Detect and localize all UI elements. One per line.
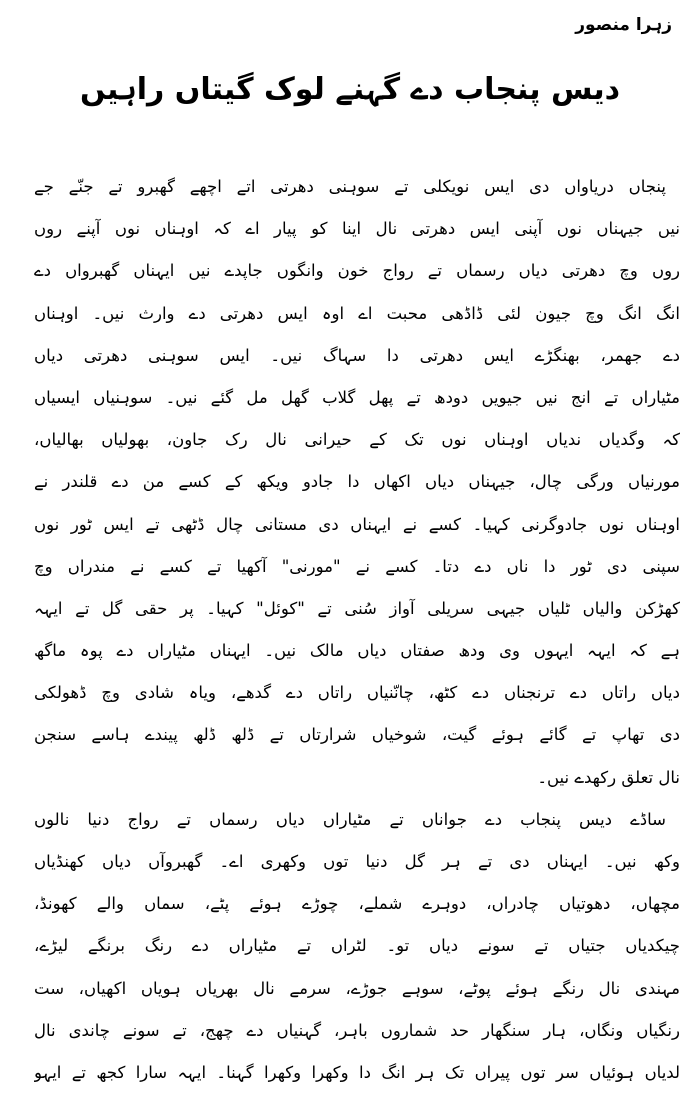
text-line: مٹیاراں تے انج نیں جیویں دودھ تے پھل گلاب گھل مل گئے نیں۔ سوہنیاں ایسیاں <box>34 387 680 407</box>
text-line: ساڈے دیس پنجاب دے جواناں تے مٹیاراں دیاں رسماں تے رواج دنیا نالوں <box>34 809 666 829</box>
paragraph-2 <box>34 799 680 1094</box>
text-line: کہ وگدیاں ندیاں اوہناں نوں تک کے حیرانی نال رک جاون، بھولیاں بھالیاں، <box>34 430 680 450</box>
text-line: مچھاں، دھوتیاں چادراں، دوہرے شملے، چوڑے ہوئے پٹے، سماں والے کھونڈ، <box>34 894 680 914</box>
text-line: انگ انگ وچ جیون لئی ڈاڈھی محبت اے اوہ ایس دھرتی دے وارث نیں۔ اوہناں <box>34 303 680 323</box>
paragraph-1 <box>34 166 680 799</box>
text-line: چیکدیاں جتیاں تے سونے دیاں تو۔ لٹراں تے مٹیاراں دے رنگ برنگے لیڑے، <box>34 936 680 956</box>
author-name: زہرا منصور <box>575 15 672 35</box>
article-title: دیس پنجاب دے گہنے لوک گیتاں راہیں <box>79 72 621 107</box>
text-line: نال تعلق رکھدے نیں۔ <box>537 767 680 787</box>
text-line: وکھ نیں۔ ایہناں دی تے ہر گل دنیا توں وکھری اے۔ گھبروآں دیاں کھنڈیاں <box>34 852 680 871</box>
text-line: دیاں راتاں دے ترنجناں دے کٹھ، چانّنیاں راتاں دے گدھے، ویاہ شادی وچ ڈھولکی <box>34 683 680 703</box>
text-line: اوہناں نوں جادوگرنی کہیا۔ کسے نے ایہناں دی مستانی چال ڈٹھی تے ایس ٹور نوں <box>34 514 680 534</box>
text-line: روں وچ دھرتی دیاں رسماں تے رواج خون وانگوں جاپدے نیں ایہناں گھبرواں دے <box>34 261 680 281</box>
text-line: کھڑکن والیاں ٹلیاں جیہی سریلی آواز سُنی تے "کوئل" کہیا۔ پر حقی گل تے ایہہ <box>34 598 680 618</box>
text-line: نیں جیہناں نوں آپنی ایس دھرتی نال اینا کو پیار اے کہ اوہناں نوں آپنے روں <box>34 219 680 239</box>
text-line: مورنیاں ورگی چال، جیہناں دیاں اکھاں دا جادو ویکھ کے کسے من دے قلندر نے <box>34 472 680 492</box>
text-line: لدیاں ہوئیاں سر توں پیراں تک ہر انگ دا وکھرا وکھرا گہنا۔ ایہہ سارا کجھ تے ایہو <box>34 1062 680 1082</box>
text-line: رنگیاں ونگاں، ہار سنگھار حد شماروں باہر، گہنیاں دے چھج، تے سونے چاندی نال <box>34 1020 680 1040</box>
text-line: پنجاں دریاواں دی ایس نویکلی تے سوہنی دھرتی اتے اچھے گھبرو تے جنّے جے <box>34 177 666 196</box>
text-line: ہے کہ ایہہ ایہوں وی ودھ صفتاں دیاں مالک نیں۔ ایہناں مٹیاراں دے پوہ ماگھ <box>34 641 680 661</box>
text-line: مہندی نال رنگے ہوئے پوٹے، سوہے جوڑے، سرمے نال بھریاں ہویاں اکھیاں، ست <box>34 978 680 998</box>
text-line: سپنی دی ٹور دا ناں دے دتا۔ کسے نے "مورنی" آکھیا تے کسے نے مندراں وچ <box>34 556 680 576</box>
text-line: دے جھمر، بھنگڑے ایس دھرتی دا سہاگ نیں۔ ایس سوہنی دھرتی دیاں <box>34 345 680 365</box>
article-body <box>34 166 680 1094</box>
text-line: دی تھاپ تے گائے ہوئے گیت، شوخیاں شرارتاں تے ڈلھ ڈلھ پیندے ہاسے سنجن <box>34 725 680 745</box>
